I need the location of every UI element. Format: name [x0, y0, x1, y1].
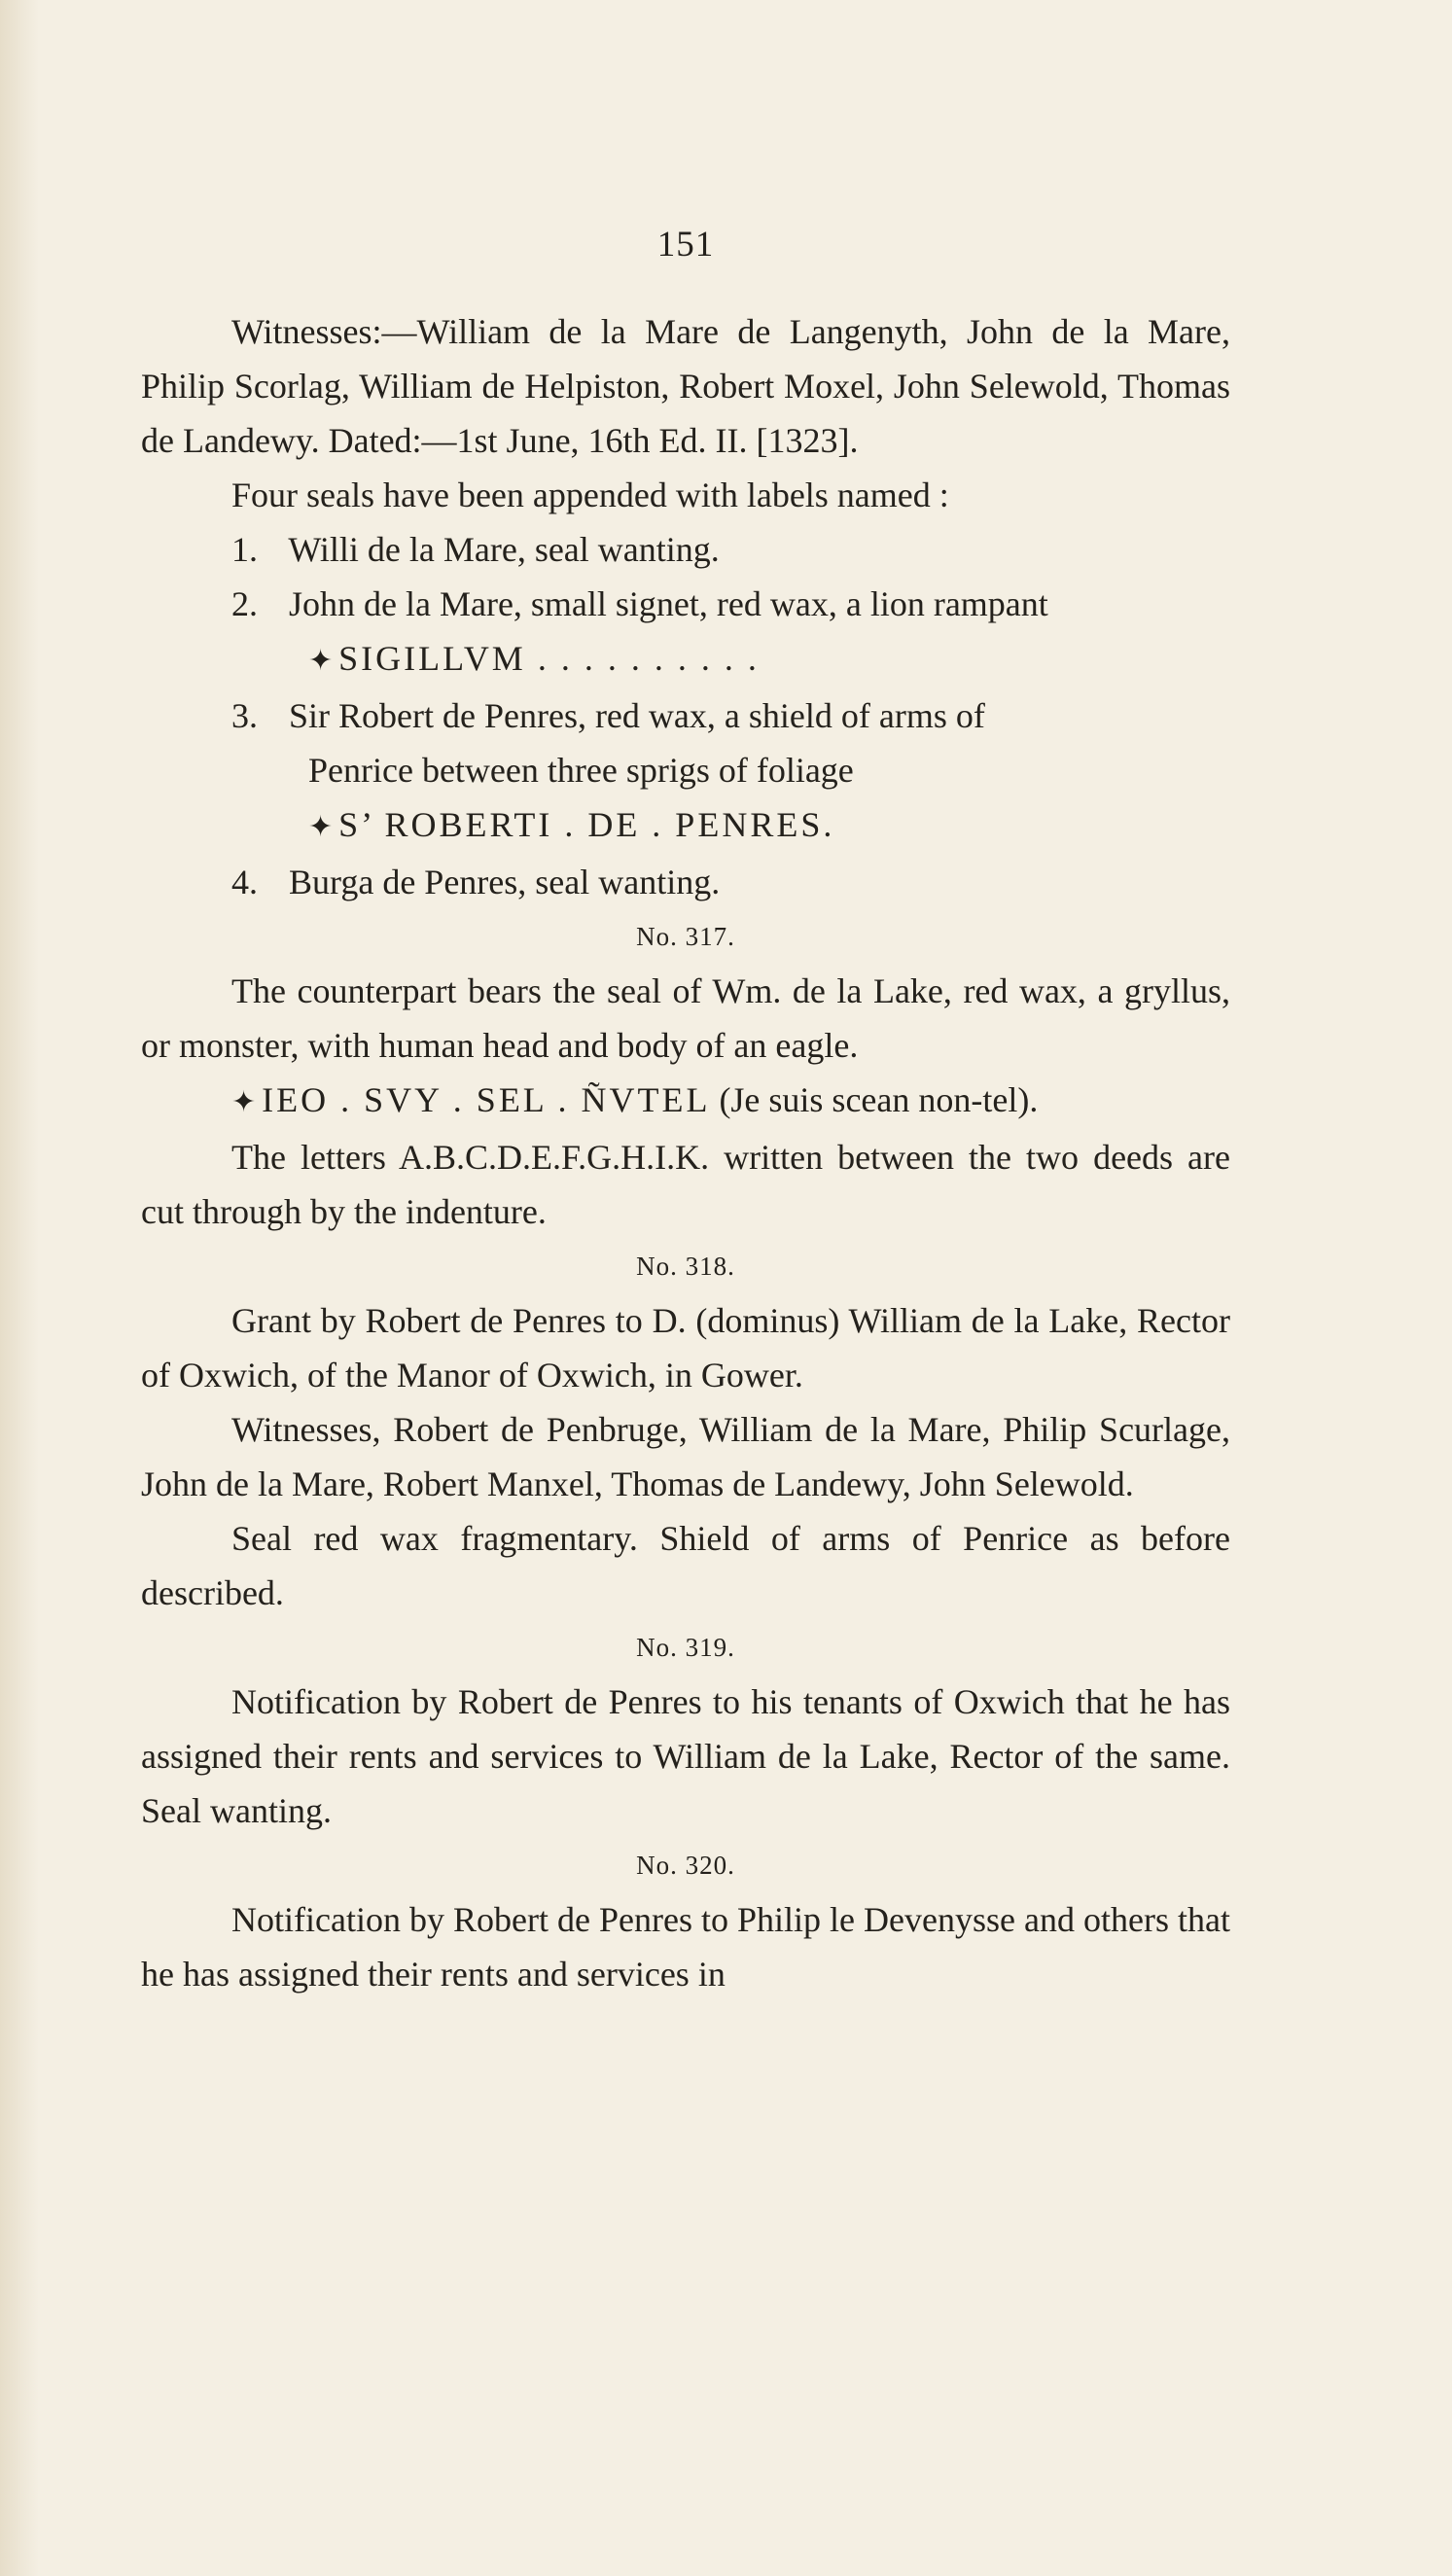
- seal-legend-2: [141, 631, 1230, 688]
- document-number-319: No. 319.: [636, 1633, 735, 1662]
- seal-item-3: [141, 688, 1230, 743]
- letters-paragraph: The letters A.B.C.D.E.F.G.H.I.K. written between the two deeds are cut through by the indenture.: [141, 1138, 1230, 1231]
- seal-description: Sir Robert de Penres, red wax, a shield of arms of: [289, 696, 985, 735]
- witnesses-318-paragraph: Witnesses, Robert de Penbruge, William de la Mare, Philip Scurlage, John de la Mare, Robert Manxel, Thomas de Landewy, John Selewold.: [141, 1410, 1230, 1503]
- notification-319-paragraph: Notification by Robert de Penres to his tenants of Oxwich that he has assigned their rents and services to William de la Lake, Rector of the same. Seal wanting.: [141, 1682, 1230, 1830]
- seal-mark-icon: ✦: [308, 811, 334, 843]
- page-number: 151: [656, 225, 715, 265]
- legend-text: S’ ROBERTI . DE . PENRES.: [338, 805, 835, 844]
- seal-318-paragraph: Seal red wax fragmentary. Shield of arms of Penrice as before described.: [141, 1519, 1230, 1612]
- seals-intro: Four seals have been appended with labels named :: [231, 476, 949, 514]
- seal-description: Willi de la Mare, seal wanting.: [288, 530, 720, 569]
- seal-mark-icon: ✦: [308, 645, 334, 677]
- legend-text: IEO . SVY . SEL . ÑVTEL: [262, 1080, 711, 1119]
- witnesses-paragraph: Witnesses:—William de la Mare de Langenyth, John de la Mare, Philip Scorlag, William de Helpiston, Robert Moxel, John Selewold, Thomas de Landewy. Dated:—1st June, 16th Ed. II. [1323].: [141, 312, 1230, 460]
- seal-item-1: [141, 522, 1230, 577]
- seal-number: 3.: [231, 696, 258, 735]
- seal-number: 1.: [231, 530, 258, 569]
- seal-number: 4.: [231, 863, 258, 901]
- seal-legend-3: [141, 797, 1230, 855]
- document-number-318: No. 318.: [636, 1252, 735, 1281]
- document-number-317: No. 317.: [636, 922, 735, 951]
- page-edge-shadow: [0, 0, 39, 2576]
- counterpart-legend: [141, 1073, 1230, 1130]
- document-number-320: No. 320.: [636, 1851, 735, 1880]
- grant-paragraph: Grant by Robert de Penres to D. (dominus) William de la Lake, Rector of Oxwich, of the Manor of Oxwich, in Gower.: [141, 1301, 1230, 1394]
- seal-description: Burga de Penres, seal wanting.: [289, 863, 721, 901]
- seal-description: John de la Mare, small signet, red wax, a lion rampant: [289, 584, 1048, 623]
- legend-translation: (Je suis scean non-tel).: [719, 1080, 1039, 1119]
- document-page: [141, 224, 1230, 2001]
- seal-number: 2.: [231, 584, 258, 623]
- counterpart-paragraph: The counterpart bears the seal of Wm. de la Lake, red wax, a gryllus, or monster, with human head and body of an eagle.: [141, 971, 1230, 1065]
- seal-description-cont: Penrice between three sprigs of foliage: [308, 751, 854, 790]
- notification-320-paragraph: Notification by Robert de Penres to Philip le Devenysse and others that he has assigned their rents and services in: [141, 1900, 1230, 1994]
- legend-text: SIGILLVM . . . . . . . . . .: [338, 639, 760, 678]
- seal-item-2: [141, 577, 1230, 631]
- seal-item-4: [141, 855, 1230, 909]
- seal-mark-icon: ✦: [231, 1086, 257, 1118]
